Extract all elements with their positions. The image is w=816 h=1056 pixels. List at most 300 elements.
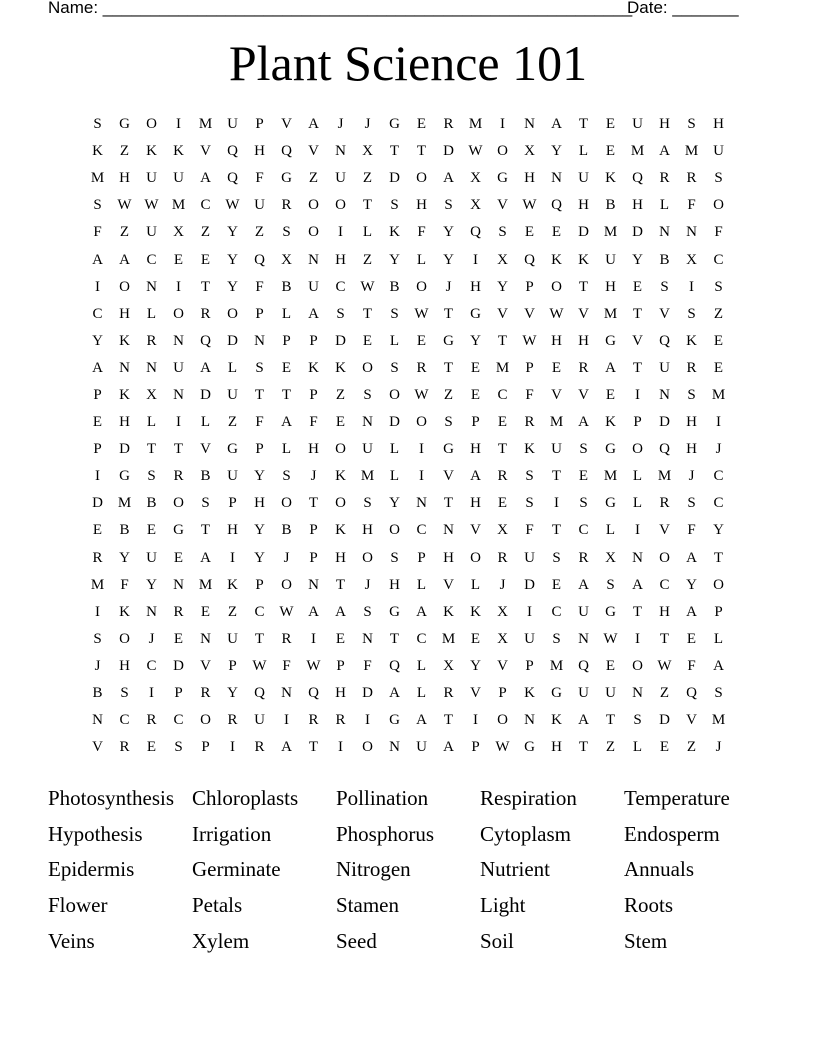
- grid-letter: I: [95, 278, 100, 295]
- grid-letter: P: [471, 414, 480, 431]
- grid-letter: V: [308, 143, 319, 160]
- grid-letter: Y: [551, 143, 562, 160]
- grid-letter: H: [659, 116, 670, 133]
- grid-letter: M: [198, 576, 213, 593]
- grid-letter: H: [227, 522, 238, 539]
- grid-letter: C: [200, 197, 211, 214]
- word-list-item: Germinate: [192, 857, 281, 882]
- grid-letter: R: [524, 414, 535, 431]
- grid-letter: K: [335, 468, 346, 485]
- grid-letter: N: [146, 359, 157, 376]
- grid-letter: O: [389, 522, 400, 539]
- grid-letter: I: [95, 468, 100, 485]
- grid-letter: T: [632, 305, 643, 322]
- grid-letter: H: [713, 116, 724, 133]
- grid-letter: H: [551, 739, 562, 756]
- grid-letter: S: [714, 170, 723, 187]
- grid-letter: H: [470, 278, 481, 295]
- grid-letter: N: [173, 386, 184, 403]
- grid-letter: Y: [254, 522, 265, 539]
- grid-letter: E: [470, 386, 481, 403]
- grid-letter: P: [498, 685, 507, 702]
- grid-letter: D: [92, 495, 103, 512]
- grid-letter: O: [146, 116, 157, 133]
- grid-letter: D: [443, 143, 454, 160]
- grid-letter: L: [659, 197, 670, 214]
- grid-letter: U: [524, 549, 535, 566]
- grid-letter: D: [659, 712, 670, 729]
- grid-letter: O: [632, 657, 643, 674]
- grid-letter: C: [416, 630, 427, 647]
- grid-letter: Z: [227, 414, 238, 431]
- grid-letter: G: [227, 441, 238, 458]
- grid-letter: W: [279, 603, 294, 620]
- grid-letter: S: [363, 386, 372, 403]
- grid-letter: T: [497, 441, 508, 458]
- grid-letter: H: [254, 143, 265, 160]
- word-list-row: [48, 780, 778, 816]
- grid-letter: S: [336, 305, 345, 322]
- grid-letter: T: [254, 630, 265, 647]
- grid-letter: F: [309, 414, 318, 431]
- grid-letter: H: [578, 332, 589, 349]
- grid-letter: T: [254, 386, 265, 403]
- word-list-row: [48, 816, 778, 852]
- grid-letter: L: [227, 359, 238, 376]
- grid-letter: O: [308, 224, 319, 241]
- grid-letter: N: [92, 712, 103, 729]
- grid-letter: U: [308, 278, 319, 295]
- grid-letter: S: [390, 197, 399, 214]
- grid-letter: H: [119, 305, 130, 322]
- grid-letter: W: [117, 197, 132, 214]
- grid-letter: P: [714, 603, 723, 620]
- grid-letter: I: [284, 712, 289, 729]
- grid-letter: T: [551, 468, 562, 485]
- grid-letter: T: [578, 739, 589, 756]
- grid-letter: F: [687, 197, 696, 214]
- grid-letter: J: [283, 549, 290, 566]
- grid-row: [84, 165, 732, 192]
- grid-letter: T: [443, 495, 454, 512]
- grid-letter: L: [416, 251, 427, 268]
- grid-letter: K: [389, 224, 400, 241]
- grid-letter: P: [282, 332, 291, 349]
- grid-letter: U: [335, 170, 346, 187]
- grid-letter: K: [119, 386, 130, 403]
- grid-letter: W: [225, 197, 240, 214]
- grid-letter: Y: [254, 549, 265, 566]
- grid-letter: T: [389, 143, 400, 160]
- grid-letter: P: [228, 495, 237, 512]
- grid-letter: L: [416, 685, 427, 702]
- grid-row: [84, 111, 732, 138]
- grid-letter: A: [713, 657, 724, 674]
- grid-letter: A: [119, 251, 130, 268]
- grid-letter: P: [255, 441, 264, 458]
- grid-letter: I: [311, 630, 316, 647]
- grid-letter: H: [605, 278, 616, 295]
- grid-letter: T: [362, 305, 373, 322]
- grid-letter: P: [228, 657, 237, 674]
- grid-letter: Y: [470, 657, 481, 674]
- grid-letter: M: [495, 359, 510, 376]
- grid-letter: L: [389, 441, 400, 458]
- grid-letter: L: [578, 143, 589, 160]
- grid-letter: O: [470, 549, 481, 566]
- grid-letter: N: [173, 332, 184, 349]
- grid-letter: B: [119, 522, 130, 539]
- grid-letter: O: [335, 495, 346, 512]
- grid-letter: B: [659, 251, 670, 268]
- grid-letter: L: [416, 576, 427, 593]
- grid-letter: O: [497, 712, 508, 729]
- grid-letter: Q: [281, 143, 292, 160]
- grid-letter: G: [389, 116, 400, 133]
- grid-letter: C: [713, 495, 724, 512]
- grid-letter: H: [308, 441, 319, 458]
- grid-letter: A: [605, 359, 616, 376]
- word-list-row: [48, 851, 778, 887]
- grid-letter: V: [524, 305, 535, 322]
- grid-letter: D: [200, 386, 211, 403]
- grid-letter: M: [630, 143, 645, 160]
- grid-letter: H: [686, 441, 697, 458]
- grid-letter: V: [443, 576, 454, 593]
- grid-letter: S: [660, 278, 669, 295]
- grid-letter: R: [578, 359, 589, 376]
- grid-letter: L: [389, 468, 400, 485]
- grid-letter: T: [308, 739, 319, 756]
- grid-letter: J: [715, 739, 722, 756]
- grid-letter: X: [173, 224, 184, 241]
- grid-row: [84, 680, 732, 707]
- grid-letter: S: [282, 224, 291, 241]
- grid-letter: E: [470, 630, 481, 647]
- grid-letter: M: [441, 630, 456, 647]
- grid-letter: M: [549, 414, 564, 431]
- grid-letter: C: [713, 251, 724, 268]
- grid-letter: U: [524, 630, 535, 647]
- grid-letter: H: [443, 549, 454, 566]
- grid-letter: I: [365, 712, 370, 729]
- grid-row: [84, 192, 732, 219]
- grid-letter: U: [227, 116, 238, 133]
- grid-letter: W: [657, 657, 672, 674]
- grid-letter: U: [578, 170, 589, 187]
- grid-letter: P: [309, 332, 318, 349]
- grid-letter: A: [578, 712, 589, 729]
- grid-letter: O: [308, 197, 319, 214]
- grid-letter: H: [551, 332, 562, 349]
- grid-letter: T: [200, 278, 211, 295]
- grid-letter: R: [200, 305, 211, 322]
- grid-letter: N: [200, 630, 211, 647]
- grid-letter: G: [497, 170, 508, 187]
- grid-letter: D: [173, 657, 184, 674]
- grid-letter: E: [659, 739, 670, 756]
- grid-letter: M: [198, 116, 213, 133]
- grid-letter: Q: [524, 251, 535, 268]
- grid-letter: S: [255, 359, 264, 376]
- grid-letter: T: [443, 305, 454, 322]
- grid-letter: K: [578, 251, 589, 268]
- word-list-row: [48, 923, 778, 959]
- grid-letter: L: [389, 332, 400, 349]
- grid-letter: O: [173, 495, 184, 512]
- grid-letter: K: [605, 170, 616, 187]
- grid-letter: L: [416, 657, 427, 674]
- grid-letter: S: [363, 495, 372, 512]
- grid-letter: S: [579, 495, 588, 512]
- grid-letter: O: [416, 278, 427, 295]
- grid-letter: S: [282, 468, 291, 485]
- grid-letter: D: [578, 224, 589, 241]
- grid-letter: R: [686, 359, 697, 376]
- grid-letter: N: [119, 359, 130, 376]
- grid-letter: J: [364, 576, 371, 593]
- grid-letter: C: [713, 468, 724, 485]
- grid-letter: S: [687, 386, 696, 403]
- grid-letter: Z: [605, 739, 616, 756]
- grid-letter: T: [659, 630, 670, 647]
- grid-letter: T: [335, 576, 346, 593]
- grid-letter: N: [146, 278, 157, 295]
- grid-letter: O: [362, 359, 373, 376]
- grid-letter: C: [92, 305, 103, 322]
- grid-letter: E: [713, 332, 724, 349]
- grid-letter: U: [362, 441, 373, 458]
- grid-letter: C: [551, 603, 562, 620]
- grid-letter: V: [686, 712, 697, 729]
- grid-letter: Y: [497, 278, 508, 295]
- grid-letter: Q: [308, 685, 319, 702]
- grid-letter: E: [605, 116, 616, 133]
- grid-letter: R: [200, 685, 211, 702]
- word-list-item: Roots: [624, 892, 674, 917]
- grid-letter: F: [120, 576, 129, 593]
- grid-letter: C: [173, 712, 184, 729]
- grid-letter: L: [632, 739, 643, 756]
- letter-grid: [84, 111, 732, 761]
- grid-letter: K: [227, 576, 238, 593]
- grid-letter: Z: [119, 143, 130, 160]
- grid-letter: H: [335, 549, 346, 566]
- grid-letter: T: [605, 712, 616, 729]
- grid-letter: V: [281, 116, 292, 133]
- grid-letter: A: [416, 603, 427, 620]
- grid-row: [84, 219, 732, 246]
- grid-letter: N: [551, 170, 562, 187]
- grid-letter: X: [605, 549, 616, 566]
- grid-letter: I: [527, 603, 532, 620]
- grid-letter: A: [632, 576, 643, 593]
- grid-letter: K: [686, 332, 697, 349]
- grid-letter: O: [632, 441, 643, 458]
- grid-letter: I: [473, 712, 478, 729]
- word-list-item: Flower: [48, 892, 108, 917]
- grid-letter: J: [310, 468, 317, 485]
- grid-letter: Q: [686, 685, 697, 702]
- grid-letter: Z: [686, 739, 697, 756]
- grid-letter: U: [578, 603, 589, 620]
- grid-letter: M: [603, 305, 618, 322]
- grid-letter: A: [335, 603, 346, 620]
- grid-letter: N: [524, 712, 535, 729]
- grid-letter: G: [605, 495, 616, 512]
- grid-letter: C: [416, 522, 427, 539]
- grid-letter: L: [362, 224, 373, 241]
- grid-letter: V: [470, 685, 481, 702]
- grid-letter: L: [281, 441, 292, 458]
- grid-letter: E: [173, 549, 184, 566]
- grid-letter: G: [443, 441, 454, 458]
- grid-letter: I: [176, 414, 181, 431]
- grid-letter: W: [252, 657, 267, 674]
- grid-letter: L: [470, 576, 481, 593]
- grid-letter: X: [146, 386, 157, 403]
- grid-letter: I: [176, 116, 181, 133]
- grid-letter: L: [200, 414, 211, 431]
- grid-letter: B: [281, 278, 292, 295]
- grid-letter: E: [173, 251, 184, 268]
- grid-letter: W: [549, 305, 564, 322]
- grid-letter: R: [416, 359, 427, 376]
- grid-row: [84, 599, 732, 626]
- grid-letter: U: [254, 712, 265, 729]
- grid-letter: X: [686, 251, 697, 268]
- grid-letter: M: [171, 197, 186, 214]
- grid-letter: M: [603, 468, 618, 485]
- grid-letter: P: [255, 305, 264, 322]
- grid-letter: Z: [443, 386, 454, 403]
- grid-letter: R: [173, 603, 184, 620]
- grid-letter: S: [579, 441, 588, 458]
- grid-letter: L: [281, 305, 292, 322]
- grid-letter: B: [200, 468, 211, 485]
- grid-letter: R: [173, 468, 184, 485]
- grid-letter: U: [254, 197, 265, 214]
- grid-letter: S: [147, 468, 156, 485]
- grid-letter: S: [444, 414, 453, 431]
- grid-letter: C: [659, 576, 670, 593]
- grid-letter: A: [551, 116, 562, 133]
- grid-letter: K: [119, 332, 130, 349]
- grid-letter: Y: [227, 685, 238, 702]
- grid-row: [84, 463, 732, 490]
- grid-letter: I: [95, 603, 100, 620]
- grid-letter: U: [713, 143, 724, 160]
- grid-letter: I: [635, 522, 640, 539]
- grid-letter: A: [92, 359, 103, 376]
- grid-letter: X: [362, 143, 373, 160]
- word-list-item: Soil: [480, 928, 514, 953]
- grid-letter: N: [308, 251, 319, 268]
- grid-letter: S: [93, 116, 102, 133]
- grid-row: [84, 626, 732, 653]
- grid-letter: M: [90, 576, 105, 593]
- grid-letter: V: [659, 522, 670, 539]
- grid-letter: H: [335, 251, 346, 268]
- grid-letter: U: [605, 685, 616, 702]
- grid-letter: K: [443, 603, 454, 620]
- grid-letter: B: [605, 197, 616, 214]
- grid-letter: S: [687, 116, 696, 133]
- grid-letter: G: [389, 712, 400, 729]
- grid-row: [84, 138, 732, 165]
- name-field-label: Name: ________________________________________________________: [48, 0, 633, 17]
- grid-letter: Y: [227, 278, 238, 295]
- grid-letter: M: [657, 468, 672, 485]
- grid-letter: I: [176, 278, 181, 295]
- grid-letter: P: [309, 522, 318, 539]
- grid-letter: C: [254, 603, 265, 620]
- grid-letter: O: [416, 170, 427, 187]
- grid-letter: A: [686, 549, 697, 566]
- grid-row: [84, 355, 732, 382]
- grid-letter: C: [146, 657, 157, 674]
- grid-letter: M: [711, 712, 726, 729]
- grid-letter: T: [497, 332, 508, 349]
- grid-letter: R: [146, 332, 157, 349]
- grid-letter: P: [525, 359, 534, 376]
- grid-letter: K: [605, 414, 616, 431]
- grid-letter: A: [443, 739, 454, 756]
- grid-letter: F: [525, 386, 534, 403]
- grid-letter: E: [605, 386, 616, 403]
- grid-letter: V: [632, 332, 643, 349]
- grid-letter: Z: [362, 251, 373, 268]
- word-list-item: Petals: [192, 892, 243, 917]
- grid-letter: R: [578, 549, 589, 566]
- grid-letter: A: [200, 549, 211, 566]
- grid-letter: Q: [578, 657, 589, 674]
- grid-letter: W: [495, 739, 510, 756]
- grid-letter: U: [146, 549, 157, 566]
- grid-letter: I: [554, 495, 559, 512]
- grid-letter: E: [173, 630, 184, 647]
- word-list-item: Cytoplasm: [480, 821, 572, 846]
- grid-letter: N: [389, 739, 400, 756]
- grid-letter: T: [443, 359, 454, 376]
- grid-letter: F: [525, 522, 534, 539]
- grid-letter: Q: [227, 170, 238, 187]
- grid-letter: F: [417, 224, 426, 241]
- grid-letter: T: [416, 143, 427, 160]
- grid-letter: P: [525, 657, 534, 674]
- grid-letter: X: [470, 170, 481, 187]
- grid-letter: K: [551, 251, 562, 268]
- grid-letter: Q: [632, 170, 643, 187]
- grid-letter: R: [254, 739, 265, 756]
- grid-letter: K: [308, 359, 319, 376]
- grid-letter: D: [632, 224, 643, 241]
- grid-letter: J: [148, 630, 155, 647]
- grid-letter: R: [281, 630, 292, 647]
- grid-letter: R: [119, 739, 130, 756]
- grid-letter: M: [360, 468, 375, 485]
- grid-letter: A: [200, 170, 211, 187]
- grid-letter: D: [524, 576, 535, 593]
- word-list-item: Chloroplasts: [192, 785, 299, 810]
- grid-letter: Y: [92, 332, 103, 349]
- grid-letter: P: [201, 739, 210, 756]
- grid-letter: Y: [686, 576, 697, 593]
- word-list-item: Light: [480, 892, 526, 917]
- grid-letter: W: [360, 278, 375, 295]
- grid-letter: Y: [227, 251, 238, 268]
- grid-letter: P: [471, 739, 480, 756]
